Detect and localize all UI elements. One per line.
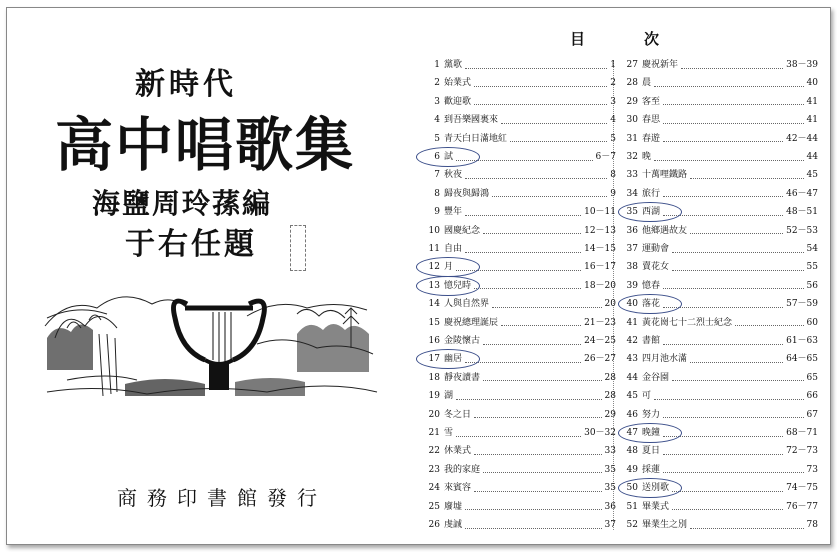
toc-entry-page: 1	[610, 60, 616, 70]
toc-entry-number: 9	[434, 207, 440, 218]
toc-entry	[618, 168, 818, 182]
toc-entry-title: 試	[444, 152, 454, 162]
leader-dots	[483, 374, 602, 381]
toc-entry-page: 45	[806, 170, 818, 181]
toc-entry-title: 歸夜與歸鴻	[444, 188, 490, 199]
highlight-circle	[416, 349, 480, 369]
toc-entry-title: 來賓容	[444, 483, 472, 494]
leader-dots	[510, 135, 607, 142]
leader-dots	[465, 522, 602, 529]
toc-entry-page: 64－65	[786, 354, 818, 365]
toc-entry-number: 20	[428, 409, 440, 420]
toc-entry	[618, 242, 818, 256]
toc-entry-title: 書館	[642, 336, 661, 346]
toc-entry-title: 晚鐘	[642, 428, 661, 438]
leader-dots	[690, 172, 804, 179]
leader-dots	[465, 356, 581, 363]
toc-entry-number: 39	[626, 280, 638, 291]
leader-dots	[672, 503, 783, 510]
toc-entry-page: 41	[806, 96, 818, 107]
toc-entry	[618, 408, 818, 422]
toc-entry	[420, 187, 616, 201]
toc-entry-title: 到吾樂國裏來	[444, 115, 499, 126]
toc-entry-page: 40	[806, 78, 818, 89]
toc-entry	[618, 95, 818, 109]
toc-entry-page: 57－59	[786, 299, 818, 310]
toc-entry-title: 賣花女	[642, 262, 670, 273]
leader-dots	[474, 98, 607, 105]
cover-title: 高中唱歌集	[55, 111, 356, 179]
toc-entry-number: 15	[428, 317, 440, 328]
leader-dots	[672, 246, 804, 253]
toc-entry-title: 休業式	[444, 446, 472, 457]
leader-dots	[690, 522, 804, 529]
toc-entry-number: 22	[428, 446, 440, 457]
leader-dots	[465, 62, 607, 69]
toc-entry-number: 43	[626, 354, 638, 365]
toc-entry-number: 8	[434, 188, 440, 199]
toc-entry-title: 黃花崗七十二烈士紀念	[642, 317, 733, 328]
toc-entry-number: 24	[428, 483, 440, 494]
toc-entry-page: 18－20	[584, 280, 616, 291]
toc-entry-title: 畢業生之別	[642, 520, 688, 530]
toc-entry-page: 20	[604, 299, 616, 310]
toc-entry-page: 14－15	[584, 244, 616, 254]
toc-entry	[420, 463, 616, 477]
toc-entry-page: 35	[604, 464, 616, 475]
toc-entry-number: 48	[626, 446, 638, 457]
toc-entry-title: 秋夜	[444, 170, 463, 181]
toc-entry-page: 26－27	[584, 354, 616, 365]
toc-entry-title: 他鄉遇故友	[642, 225, 688, 236]
toc-entry-title: 努力	[642, 409, 661, 420]
toc-entry-page: 54	[806, 244, 818, 254]
toc-entry-page: 5	[610, 133, 616, 144]
highlight-circle	[416, 147, 480, 167]
toc-entry-number: 23	[428, 464, 440, 475]
cover-calligrapher: 于右任題	[125, 227, 257, 262]
toc-entry-number: 51	[626, 501, 638, 512]
toc-entry-title: 十萬哩鐵路	[642, 170, 688, 181]
cover-page	[7, 8, 412, 544]
toc-entry	[420, 205, 616, 219]
leader-dots	[663, 282, 804, 289]
leader-dots	[654, 80, 804, 87]
leader-dots	[492, 190, 607, 197]
toc-entry-number: 30	[626, 115, 638, 126]
toc-entry-number: 27	[626, 60, 638, 70]
toc-entry-number: 6	[434, 152, 440, 162]
toc-entry-title: 歡迎歌	[444, 96, 472, 107]
toc-entry-title: 月	[444, 262, 454, 273]
toc-entry-page: 56	[806, 280, 818, 291]
toc-entry-page: 41	[806, 115, 818, 126]
toc-entry-title: 西湖	[642, 207, 661, 218]
leader-dots	[663, 466, 804, 473]
toc-entry	[420, 371, 616, 385]
leader-dots	[465, 172, 607, 179]
toc-entry-title: 黨歌	[444, 60, 463, 70]
toc-entry-number: 46	[626, 409, 638, 420]
toc-entry-number: 1	[434, 60, 440, 70]
toc-entry	[420, 132, 616, 146]
highlight-circle	[618, 202, 682, 222]
toc-entry-title: 採蓮	[642, 464, 661, 475]
toc-entry-title: 幽居	[444, 354, 463, 365]
toc-entry-page: 42－44	[786, 133, 818, 144]
toc-entry-number: 38	[626, 262, 638, 273]
toc-entry-title: 可	[642, 391, 652, 402]
leader-dots	[483, 227, 581, 234]
toc-entry-page: 52－53	[786, 225, 818, 236]
leader-dots	[483, 466, 602, 473]
toc-entry	[420, 481, 616, 495]
toc-entry-title: 運動會	[642, 244, 670, 254]
toc-entry	[618, 187, 818, 201]
toc-entry-number: 35	[626, 207, 638, 218]
leader-dots	[672, 485, 783, 492]
leader-dots	[663, 411, 804, 418]
leader-dots	[681, 62, 783, 69]
highlight-circle	[416, 257, 480, 277]
toc-entry-page: 21－23	[584, 317, 616, 328]
toc-entry-title: 湖	[444, 391, 454, 402]
toc-entry-page: 44	[806, 152, 818, 162]
toc-entry	[420, 242, 616, 256]
toc-entry-number: 17	[428, 354, 440, 365]
toc-entry	[618, 389, 818, 403]
toc-entry-number: 16	[428, 336, 440, 346]
toc-entry	[618, 224, 818, 238]
toc-entry-title: 晚	[642, 152, 652, 162]
toc-entry	[420, 389, 616, 403]
toc-entry-number: 10	[428, 225, 440, 236]
toc-entry-number: 25	[428, 501, 440, 512]
toc-entry-title: 四月池水滿	[642, 354, 688, 365]
toc-entry	[420, 58, 616, 72]
toc-entry-page: 33	[604, 446, 616, 457]
toc-entry-page: 48－51	[786, 207, 818, 218]
toc-entry-number: 4	[434, 115, 440, 126]
toc-entry-number: 44	[626, 372, 638, 383]
toc-entry-number: 49	[626, 464, 638, 475]
toc-entry	[618, 463, 818, 477]
toc-entry-page: 72－73	[786, 446, 818, 457]
toc-entry-page: 10－11	[584, 207, 616, 218]
toc-entry-page: 68－71	[786, 428, 818, 438]
leader-dots	[456, 393, 602, 400]
toc-entry-page: 36	[604, 501, 616, 512]
column-divider	[613, 60, 615, 530]
toc-entry-page: 28	[604, 372, 616, 383]
toc-entry	[618, 113, 818, 127]
toc-entry	[420, 444, 616, 458]
toc-entry-title: 憶兒時	[444, 280, 472, 291]
toc-entry	[618, 334, 818, 348]
toc-entry	[420, 500, 616, 514]
toc-entry-page: 16－17	[584, 262, 616, 273]
toc-entry-number: 31	[626, 133, 638, 144]
toc-entry-number: 5	[434, 133, 440, 144]
toc-entry	[420, 334, 616, 348]
toc-entry-page: 28	[604, 391, 616, 402]
toc-entry-page: 66	[806, 391, 818, 402]
toc-entry-number: 2	[434, 78, 440, 89]
toc-entry	[618, 500, 818, 514]
toc-entry-number: 7	[434, 170, 440, 181]
toc-entry	[420, 76, 616, 90]
toc-entry-page: 3	[610, 96, 616, 107]
toc-entry-page: 2	[610, 78, 616, 89]
toc-entry-title: 始業式	[444, 78, 472, 89]
toc-entry-page: 6－7	[595, 152, 616, 162]
leader-dots	[456, 430, 581, 437]
toc-entry	[618, 58, 818, 72]
toc-entry-page: 37	[604, 520, 616, 530]
toc-entry-page: 60	[806, 317, 818, 328]
toc-entry	[618, 76, 818, 90]
cover-subtitle: 新時代	[135, 67, 237, 102]
toc-entry-page: 4	[610, 115, 616, 126]
toc-entry-title: 人與自然界	[444, 299, 490, 310]
toc-entry-number: 42	[626, 336, 638, 346]
toc-entry-title: 我的家庭	[444, 464, 481, 475]
leader-dots	[663, 448, 783, 455]
leader-dots	[474, 282, 581, 289]
toc-entry-page: 67	[806, 409, 818, 420]
toc-entry-page: 65	[806, 372, 818, 383]
leader-dots	[735, 319, 804, 326]
toc-entry-number: 45	[626, 391, 638, 402]
toc-entry	[618, 371, 818, 385]
seal-stamp	[290, 225, 306, 271]
toc-entry-page: 35	[604, 483, 616, 494]
toc-entry-number: 13	[428, 280, 440, 291]
leader-dots	[663, 135, 783, 142]
toc-entry-page: 8	[610, 170, 616, 181]
toc-entry-title: 虔誠	[444, 520, 463, 530]
toc-entry-number: 41	[626, 317, 638, 328]
toc-entry-page: 9	[610, 188, 616, 199]
leader-dots	[474, 80, 607, 87]
toc-entry-number: 21	[428, 428, 440, 438]
table-of-contents	[412, 8, 830, 544]
toc-entry-title: 金谷園	[642, 372, 670, 383]
toc-entry-number: 3	[434, 96, 440, 107]
toc-entry-page: 74－75	[786, 483, 818, 494]
toc-entry	[420, 224, 616, 238]
toc-entry-number: 32	[626, 152, 638, 162]
leader-dots	[663, 338, 783, 345]
toc-entry-number: 29	[626, 96, 638, 107]
toc-entry-page: 76－77	[786, 501, 818, 512]
toc-entry-title: 自由	[444, 244, 463, 254]
toc-entry	[618, 444, 818, 458]
toc-entry-number: 26	[428, 520, 440, 530]
highlight-circle	[618, 478, 682, 498]
toc-entry-number: 12	[428, 262, 440, 273]
toc-entry	[618, 316, 818, 330]
toc-entry-number: 28	[626, 78, 638, 89]
toc-entry-page: 38－39	[786, 60, 818, 70]
highlight-circle	[416, 276, 480, 296]
toc-entry-title: 金陵懷古	[444, 336, 481, 346]
toc-entry-title: 慶祝新年	[642, 60, 679, 70]
leader-dots	[672, 264, 804, 271]
toc-entry	[618, 132, 818, 146]
toc-entry	[420, 408, 616, 422]
toc-entry-number: 33	[626, 170, 638, 181]
leader-dots	[663, 98, 804, 105]
toc-heading: 目	[570, 30, 586, 48]
toc-entry	[618, 150, 818, 164]
leader-dots	[663, 190, 783, 197]
toc-entry-page: 61－63	[786, 336, 818, 346]
toc-entry-title: 春思	[642, 115, 661, 126]
toc-entry-title: 客至	[642, 96, 661, 107]
leader-dots	[474, 485, 602, 492]
leader-dots	[492, 301, 602, 308]
toc-entry-page: 78	[806, 520, 818, 530]
toc-entry	[420, 316, 616, 330]
leader-dots	[672, 374, 804, 381]
toc-entry-page: 46－47	[786, 188, 818, 199]
toc-entry	[420, 297, 616, 311]
leader-dots	[474, 448, 602, 455]
leader-dots	[663, 117, 804, 124]
toc-entry-title: 送別歌	[642, 483, 670, 494]
toc-entry-title: 冬之日	[444, 409, 472, 420]
toc-entry-page: 24－25	[584, 336, 616, 346]
leader-dots	[465, 246, 581, 253]
toc-entry-title: 雪	[444, 428, 454, 438]
leader-dots	[501, 319, 581, 326]
toc-entry-number: 40	[626, 299, 638, 310]
toc-entry-page: 29	[604, 409, 616, 420]
toc-entry-title: 靜夜讀書	[444, 372, 481, 383]
leader-dots	[474, 411, 602, 418]
toc-entry	[618, 279, 818, 293]
highlight-circle	[618, 294, 682, 314]
toc-entry	[420, 168, 616, 182]
toc-entry-page: 55	[806, 262, 818, 273]
toc-entry-title: 落花	[642, 299, 661, 310]
toc-entry-number: 11	[428, 244, 440, 254]
toc-entry-title: 青天白日滿地紅	[444, 133, 508, 144]
toc-entry-title: 豐年	[444, 207, 463, 218]
leader-dots	[501, 117, 607, 124]
cover-publisher: 商務印書館發行	[117, 486, 327, 510]
toc-entry	[420, 518, 616, 532]
leader-dots	[654, 154, 804, 161]
toc-entry-number: 50	[626, 483, 638, 494]
toc-entry-title: 夏日	[642, 446, 661, 457]
leader-dots	[654, 393, 804, 400]
toc-entry-number: 19	[428, 391, 440, 402]
toc-entry-title: 畢業式	[642, 501, 670, 512]
leader-dots	[483, 338, 581, 345]
toc-entry	[420, 426, 616, 440]
highlight-circle	[618, 423, 682, 443]
toc-entry-title: 國慶紀念	[444, 225, 481, 236]
toc-entry-page: 73	[806, 464, 818, 475]
toc-entry-number: 18	[428, 372, 440, 383]
toc-entry-number: 47	[626, 428, 638, 438]
toc-entry-title: 春遊	[642, 133, 661, 144]
leader-dots	[690, 356, 783, 363]
toc-entry-title: 旅行	[642, 188, 661, 199]
toc-entry	[618, 352, 818, 366]
toc-entry-title: 晨	[642, 78, 652, 89]
toc-entry-number: 52	[626, 520, 638, 530]
toc-entry-page: 12－13	[584, 225, 616, 236]
toc-entry-number: 14	[428, 299, 440, 310]
cover-editor: 海鹽周玲蓀編	[92, 187, 273, 220]
toc-heading: 次	[644, 30, 660, 48]
toc-entry-title: 憶春	[642, 280, 661, 291]
toc-entry-number: 34	[626, 188, 638, 199]
toc-entry-title: 廢墟	[444, 501, 463, 512]
leader-dots	[465, 209, 581, 216]
toc-entry	[420, 113, 616, 127]
toc-entry-page: 30－32	[584, 428, 616, 438]
toc-entry-number: 36	[626, 225, 638, 236]
toc-entry	[618, 260, 818, 274]
leader-dots	[465, 503, 602, 510]
toc-entry-number: 37	[626, 244, 638, 254]
toc-entry-title: 慶祝總理誕辰	[444, 317, 499, 328]
leader-dots	[690, 227, 783, 234]
toc-entry	[420, 95, 616, 109]
toc-entry	[618, 518, 818, 532]
book-spread	[6, 7, 831, 545]
